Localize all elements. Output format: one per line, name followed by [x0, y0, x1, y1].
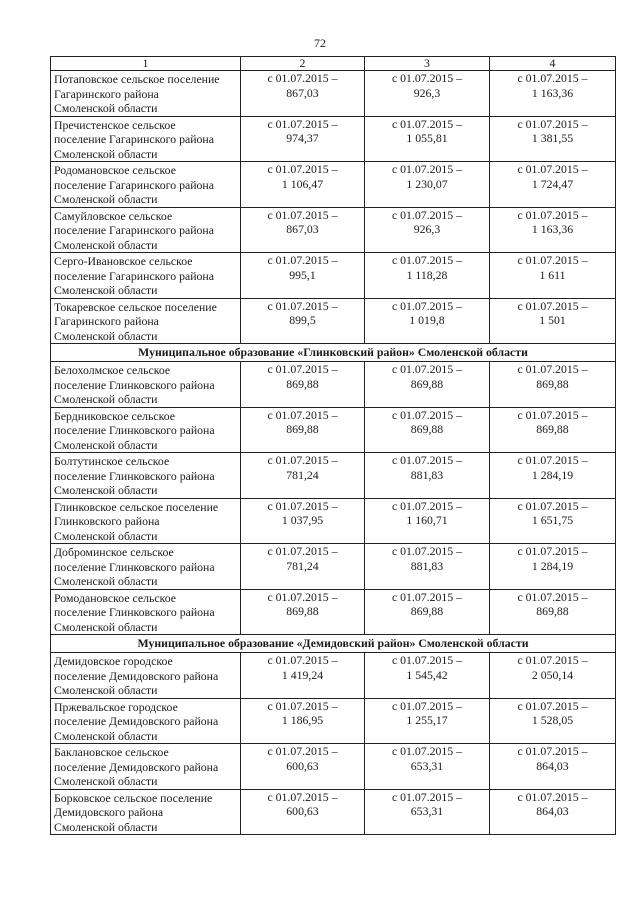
tariff-value: 995,1: [289, 267, 316, 282]
settlement-name-line: поселение Гагаринского района: [54, 177, 214, 192]
tariff-value: 864,03: [536, 758, 569, 773]
tariff-value: 869,88: [536, 376, 569, 391]
table-row: [51, 162, 616, 208]
settlement-name-cell: [51, 698, 241, 744]
tariff-value: 2 050,14: [531, 667, 574, 682]
tariff-value: 869,88: [286, 604, 319, 618]
settlement-name-line: Глинковского района: [54, 514, 160, 528]
tariff-date: с 01.07.2015 –: [517, 116, 588, 131]
tariff-cell-col-4: [490, 589, 616, 635]
tariff-cell-col-4: [490, 498, 616, 544]
tariff-cell-col-3: [365, 207, 490, 253]
tariff-date: с 01.07.2015 –: [391, 407, 463, 422]
settlement-name-line: Борковское сельское поселение: [54, 790, 213, 805]
table-row: [51, 544, 616, 590]
table-row: [51, 589, 616, 635]
settlement-name-cell: [51, 207, 241, 253]
tariff-value: 899,5: [289, 313, 316, 327]
tariff-value: 926,3: [413, 85, 441, 100]
tariff-date: с 01.07.2015 –: [517, 698, 588, 713]
tariff-date: с 01.07.2015 –: [267, 362, 338, 376]
table-row: [51, 744, 616, 790]
table-body: [51, 71, 616, 835]
settlement-name-cell: [51, 544, 241, 590]
tariff-value: 881,83: [410, 467, 444, 482]
tariff-value: 1 163,36: [531, 85, 574, 100]
settlement-name-cell: [51, 407, 241, 453]
tariff-table: [50, 56, 616, 835]
tariff-value: 600,63: [286, 758, 319, 773]
tariff-value: 867,03: [286, 222, 319, 236]
tariff-date: с 01.07.2015 –: [267, 498, 338, 513]
settlement-name-line: Ромодановское сельское: [54, 590, 177, 605]
tariff-value: 974,37: [286, 131, 319, 145]
tariff-value: 869,88: [410, 376, 444, 391]
settlement-name-line: поселение Глинковского района: [54, 605, 215, 619]
settlement-name-line: поселение Гагаринского района: [54, 223, 214, 237]
tariff-cell-col-4: [490, 116, 616, 162]
tariff-cell-col-2: [241, 789, 365, 835]
tariff-value: 867,03: [286, 85, 319, 100]
settlement-name-cell: [51, 362, 241, 408]
tariff-cell-col-3: [365, 744, 490, 790]
tariff-cell-col-2: [241, 207, 365, 253]
settlement-name-line: Белохолмское сельское: [54, 363, 171, 377]
tariff-date: с 01.07.2015 –: [517, 298, 588, 313]
settlement-name-line: Смоленской области: [54, 283, 158, 297]
settlement-name-line: поселение Демидовского района: [54, 759, 219, 774]
tariff-date: с 01.07.2015 –: [391, 116, 463, 131]
settlement-name-cell: [51, 653, 241, 699]
settlement-name-line: Серго-Ивановское сельское: [54, 254, 193, 268]
settlement-name-cell: [51, 71, 241, 117]
settlement-name-line: Пржевальское городское: [54, 699, 178, 714]
tariff-cell-col-4: [490, 71, 616, 117]
tariff-cell-col-3: [365, 162, 490, 208]
table-row: [51, 362, 616, 408]
tariff-value: 1 545,42: [406, 667, 448, 682]
tariff-value: 926,3: [413, 222, 441, 236]
tariff-cell-col-3: [365, 407, 490, 453]
settlement-name-line: поселение Глинковского района: [54, 423, 215, 437]
tariff-value: 881,83: [410, 558, 444, 573]
settlement-name-line: Смоленской области: [54, 574, 158, 588]
settlement-name-line: Гагаринского района: [54, 86, 159, 101]
tariff-date: с 01.07.2015 –: [391, 453, 463, 467]
tariff-date: с 01.07.2015 –: [391, 71, 463, 85]
tariff-cell-col-2: [241, 407, 365, 453]
tariff-date: с 01.07.2015 –: [517, 498, 588, 513]
tariff-date: с 01.07.2015 –: [267, 589, 338, 604]
tariff-date: с 01.07.2015 –: [391, 498, 463, 513]
settlement-name-line: Болтутинское сельское: [54, 454, 170, 468]
tariff-cell-col-4: [490, 162, 616, 208]
tariff-date: с 01.07.2015 –: [517, 207, 588, 222]
tariff-value: 1 284,19: [531, 558, 574, 573]
table-row: [51, 653, 616, 699]
tariff-date: с 01.07.2015 –: [391, 789, 463, 804]
tariff-cell-col-3: [365, 789, 490, 835]
tariff-value: 1 284,19: [531, 467, 574, 482]
tariff-value: 1 037,95: [281, 513, 324, 527]
tariff-date: с 01.07.2015 –: [267, 71, 338, 85]
tariff-value: 653,31: [410, 758, 444, 773]
tariff-date: с 01.07.2015 –: [391, 698, 463, 713]
tariff-cell-col-4: [490, 453, 616, 499]
settlement-name-line: Смоленской области: [54, 146, 158, 161]
tariff-cell-col-3: [365, 453, 490, 499]
tariff-cell-col-3: [365, 653, 490, 699]
tariff-value: 781,24: [286, 467, 319, 482]
tariff-value: 869,88: [410, 604, 444, 618]
tariff-value: 1 230,07: [406, 176, 448, 191]
tariff-date: с 01.07.2015 –: [517, 589, 588, 604]
tariff-value: 869,88: [536, 422, 569, 436]
settlement-name-line: Смоленской области: [54, 101, 158, 115]
settlement-name-line: Демидовское городское: [54, 654, 173, 668]
tariff-date: с 01.07.2015 –: [391, 298, 463, 313]
tariff-value: 1 381,55: [531, 131, 574, 145]
table-row: [51, 498, 616, 544]
tariff-date: с 01.07.2015 –: [517, 653, 588, 667]
column-header-4: 4: [490, 57, 616, 71]
settlement-name-cell: [51, 744, 241, 790]
settlement-name-line: поселение Глинковского района: [54, 559, 215, 574]
tariff-date: с 01.07.2015 –: [267, 298, 338, 313]
tariff-cell-col-4: [490, 744, 616, 790]
tariff-date: с 01.07.2015 –: [267, 116, 338, 131]
tariff-date: с 01.07.2015 –: [517, 744, 588, 758]
tariff-value: 781,24: [286, 558, 319, 573]
table-header: [51, 57, 616, 71]
tariff-cell-col-2: [241, 253, 365, 299]
tariff-date: с 01.07.2015 –: [391, 544, 463, 558]
tariff-value: 600,63: [286, 804, 319, 818]
tariff-value: 1 528,05: [531, 713, 574, 727]
tariff-value: 1 651,75: [531, 513, 574, 527]
tariff-cell-col-4: [490, 653, 616, 699]
tariff-cell-col-4: [490, 698, 616, 744]
column-header-1: 1: [51, 57, 241, 71]
settlement-name-line: Бердниковское сельское: [54, 408, 176, 423]
settlement-name-line: Смоленской области: [54, 328, 158, 343]
tariff-cell-col-2: [241, 498, 365, 544]
settlement-name-line: Смоленской области: [54, 437, 158, 452]
tariff-value: 653,31: [410, 804, 444, 818]
settlement-name-line: Смоленской области: [54, 392, 158, 406]
table-row: [51, 253, 616, 299]
settlement-name-line: Смоленской области: [54, 774, 158, 788]
settlement-name-cell: [51, 162, 241, 208]
tariff-cell-col-2: [241, 362, 365, 408]
settlement-name-line: поселение Гагаринского района: [54, 268, 214, 283]
tariff-date: с 01.07.2015 –: [267, 744, 338, 758]
tariff-date: с 01.07.2015 –: [391, 653, 463, 667]
settlement-name-line: Смоленской области: [54, 483, 158, 497]
tariff-value: 864,03: [536, 804, 569, 818]
tariff-date: с 01.07.2015 –: [517, 407, 588, 422]
table-row: [51, 298, 616, 344]
table-row: [51, 407, 616, 453]
tariff-date: с 01.07.2015 –: [391, 162, 463, 176]
tariff-date: с 01.07.2015 –: [267, 698, 338, 713]
tariff-cell-col-4: [490, 789, 616, 835]
settlement-name-cell: [51, 253, 241, 299]
tariff-value: 1 118,28: [406, 267, 448, 282]
tariff-date: с 01.07.2015 –: [267, 207, 338, 222]
tariff-cell-col-3: [365, 362, 490, 408]
settlement-name-line: Пречистенское сельское: [54, 117, 176, 132]
column-header-2: 2: [241, 57, 365, 71]
settlement-name-cell: [51, 298, 241, 344]
tariff-cell-col-3: [365, 698, 490, 744]
section-header-row: [51, 635, 616, 653]
settlement-name-line: Глинковское сельское поселение: [54, 499, 219, 514]
tariff-value: 1 186,95: [281, 713, 324, 727]
table-row: [51, 789, 616, 835]
tariff-date: с 01.07.2015 –: [391, 362, 463, 376]
section-header: Муниципальное образование «Глинковский район» Смоленской области: [51, 344, 616, 362]
settlement-name-line: Доброминское сельское: [54, 545, 174, 559]
settlement-name-cell: [51, 453, 241, 499]
tariff-value: 1 255,17: [406, 713, 448, 727]
tariff-value: 1 724,47: [531, 176, 574, 191]
settlement-name-cell: [51, 789, 241, 835]
tariff-value: 1 611: [539, 267, 566, 282]
tariff-cell-col-2: [241, 589, 365, 635]
settlement-name-line: Смоленской области: [54, 528, 158, 543]
tariff-date: с 01.07.2015 –: [267, 544, 338, 558]
tariff-value: 1 160,71: [406, 513, 448, 527]
tariff-cell-col-4: [490, 298, 616, 344]
column-header-3: 3: [365, 57, 490, 71]
tariff-cell-col-2: [241, 162, 365, 208]
tariff-date: с 01.07.2015 –: [267, 453, 338, 467]
tariff-date: с 01.07.2015 –: [267, 253, 338, 267]
settlement-name-line: Смоленской области: [54, 192, 158, 206]
tariff-value: 1 055,81: [406, 131, 448, 145]
tariff-value: 869,88: [410, 422, 444, 436]
tariff-cell-col-2: [241, 653, 365, 699]
tariff-cell-col-3: [365, 544, 490, 590]
table-row: [51, 207, 616, 253]
settlement-name-line: Смоленской области: [54, 728, 158, 743]
settlement-name-line: Смоленской области: [54, 683, 158, 697]
tariff-cell-col-2: [241, 116, 365, 162]
section-header-row: [51, 344, 616, 362]
tariff-date: с 01.07.2015 –: [391, 744, 463, 758]
settlement-name-line: поселение Глинковского района: [54, 377, 215, 392]
settlement-name-line: поселение Глинковского района: [54, 468, 215, 483]
tariff-date: с 01.07.2015 –: [391, 253, 463, 267]
tariff-cell-col-4: [490, 362, 616, 408]
tariff-cell-col-2: [241, 744, 365, 790]
settlement-name-line: Баклановское сельское: [54, 745, 169, 759]
settlement-name-line: поселение Демидовского района: [54, 714, 219, 728]
settlement-name-line: Смоленской области: [54, 619, 158, 634]
table-row: [51, 116, 616, 162]
tariff-value: 869,88: [286, 376, 319, 391]
tariff-cell-col-4: [490, 253, 616, 299]
tariff-date: с 01.07.2015 –: [517, 789, 588, 804]
tariff-cell-col-3: [365, 589, 490, 635]
tariff-cell-col-2: [241, 698, 365, 744]
section-header: Муниципальное образование «Демидовский район» Смоленской области: [51, 635, 616, 653]
tariff-date: с 01.07.2015 –: [517, 162, 588, 176]
settlement-name-line: Токаревское сельское поселение: [54, 299, 217, 314]
settlement-name-line: Потаповское сельское поселение: [54, 72, 220, 86]
tariff-cell-col-4: [490, 407, 616, 453]
settlement-name-line: поселение Гагаринского района: [54, 132, 214, 146]
settlement-name-cell: [51, 116, 241, 162]
tariff-cell-col-3: [365, 498, 490, 544]
tariff-date: с 01.07.2015 –: [391, 589, 463, 604]
tariff-cell-col-2: [241, 544, 365, 590]
settlement-name-line: Самуйловское сельское: [54, 208, 173, 223]
tariff-value: 869,88: [286, 422, 319, 436]
settlement-name-line: Смоленской области: [54, 237, 158, 252]
tariff-value: 869,88: [536, 604, 569, 618]
page-number: 72: [314, 36, 326, 50]
tariff-cell-col-2: [241, 298, 365, 344]
tariff-cell-col-3: [365, 298, 490, 344]
tariff-date: с 01.07.2015 –: [517, 71, 588, 85]
tariff-date: с 01.07.2015 –: [267, 407, 338, 422]
tariff-date: с 01.07.2015 –: [267, 162, 338, 176]
tariff-date: с 01.07.2015 –: [517, 453, 588, 467]
tariff-cell-col-3: [365, 253, 490, 299]
tariff-date: с 01.07.2015 –: [517, 362, 588, 376]
settlement-name-line: Смоленской области: [54, 819, 158, 834]
tariff-cell-col-2: [241, 71, 365, 117]
tariff-value: 1 501: [539, 313, 566, 327]
tariff-value: 1 419,24: [281, 667, 324, 682]
settlement-name-line: Родомановское сельское: [54, 163, 176, 177]
tariff-date: с 01.07.2015 –: [517, 544, 588, 558]
settlement-name-cell: [51, 589, 241, 635]
tariff-date: с 01.07.2015 –: [391, 207, 463, 222]
table-row: [51, 453, 616, 499]
settlement-name-line: поселение Демидовского района: [54, 668, 219, 683]
tariff-date: с 01.07.2015 –: [267, 653, 338, 667]
tariff-cell-col-4: [490, 207, 616, 253]
settlement-name-line: Демидовского района: [54, 805, 164, 819]
tariff-cell-col-2: [241, 453, 365, 499]
tariff-date: с 01.07.2015 –: [267, 789, 338, 804]
tariff-value: 1 106,47: [281, 176, 324, 191]
tariff-cell-col-3: [365, 116, 490, 162]
settlement-name-line: Гагаринского района: [54, 314, 159, 328]
table-row: [51, 698, 616, 744]
tariff-cell-col-4: [490, 544, 616, 590]
table-row: [51, 71, 616, 117]
tariff-value: 1 019,8: [409, 313, 445, 327]
tariff-cell-col-3: [365, 71, 490, 117]
tariff-value: 1 163,36: [531, 222, 574, 236]
tariff-date: с 01.07.2015 –: [517, 253, 588, 267]
settlement-name-cell: [51, 498, 241, 544]
